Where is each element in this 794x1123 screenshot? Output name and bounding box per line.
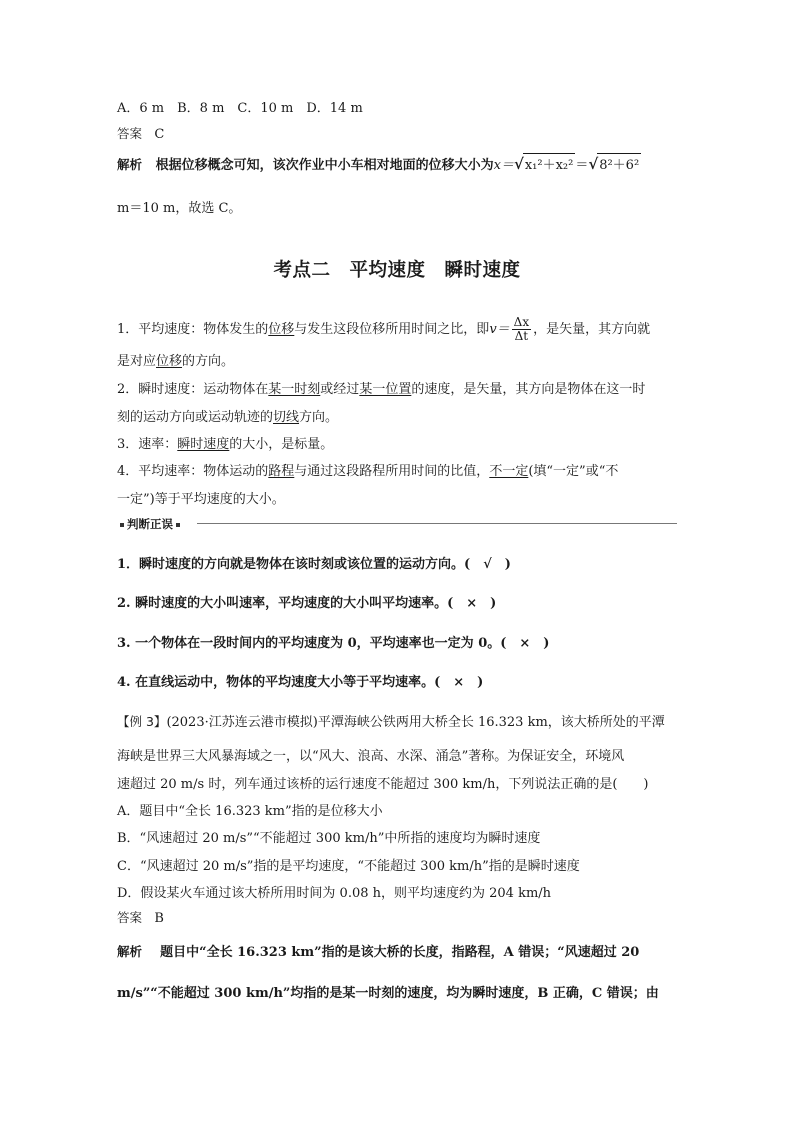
formula-radicand-1: x₁²＋x₂²	[523, 153, 576, 173]
point-4-line-1: 4．平均速率：物体运动的路程与通过这段路程所用时间的比值，不一定(填“一定”或“不	[117, 464, 619, 479]
underline-answer: 不一定	[489, 464, 529, 479]
point-4-line-2: 一定”)等于平均速度的大小。	[117, 492, 285, 507]
example-label: 【例 3】	[117, 714, 167, 729]
point-2-line-2: 刻的运动方向或运动轨迹的切线方向。	[117, 410, 339, 425]
option-c: C．“风速超过 20 m/s”指的是平均速度，“不能超过 300 km/h”指的是瞬时速度	[117, 859, 580, 874]
analysis-text: 根据位移概念可知，该次作业中小车相对地面的位移大小为	[155, 158, 494, 173]
option-b: B．“风速超过 20 m/s”“不能超过 300 km/h”中所指的速度均为瞬时速度	[117, 831, 541, 846]
divider	[197, 523, 677, 524]
option-d: D．假设某火车通过该大桥所用时间为 0.08 h，则平均速度约为 204 km/h	[117, 886, 552, 901]
option-a: A．题目中“全长 16.323 km”指的是位移大小	[117, 804, 383, 819]
underline-answer: 路程	[268, 464, 295, 479]
answer-label: 答案	[117, 910, 143, 925]
judge-header	[117, 516, 677, 530]
prev-analysis-end: m＝10 m，故选 C。	[117, 201, 242, 216]
underline-answer: 某一位置	[359, 382, 412, 397]
answer-value: C	[154, 127, 165, 142]
formula-radicand-2: 8²＋6²	[597, 153, 641, 173]
judge-item: 4. 在直线运动中，物体的平均速度大小等于平均速率。( × )	[117, 675, 484, 690]
judge-item: 2. 瞬时速度的大小叫速率，平均速度的大小叫平均速率。( × )	[117, 596, 497, 611]
answer-value: B	[154, 911, 164, 926]
example-analysis-line-2: m/s”“不能超过 300 km/h”均指的是某一时刻的速度，均为瞬时速度，B 正确，C 错误；由	[117, 986, 659, 1001]
point-1-line-1: 1．平均速度：物体发生的位移与发生这段位移所用时间之比，即v＝ $\frac{\Delta x}{\Delta t}$ ，是矢量，其方向就	[117, 315, 651, 343]
prev-options: A．6 m B．8 m C．10 m D．14 m	[117, 101, 363, 116]
fraction: $\frac{\Delta x}{\Delta t}$	[513, 315, 530, 343]
formula-eq: ＝	[575, 158, 589, 173]
underline-answer: 瞬时速度	[177, 437, 230, 452]
underline-answer: 某一时刻	[268, 382, 321, 397]
example-analysis-line-1: 解析 题目中“全长 16.323 km”指的是该大桥的长度，指路程，A 错误；“风速超过 20	[117, 944, 640, 960]
point-3: 3．速率：瞬时速度的大小，是标量。	[117, 437, 334, 452]
prev-analysis	[117, 153, 641, 173]
underline-answer: 切线	[273, 410, 300, 425]
analysis-label: 解析	[117, 944, 143, 959]
point-2-line-1: 2．瞬时速度：运动物体在某一时刻或经过某一位置的速度，是矢量，其方向是物体在这一时	[117, 382, 646, 397]
example-line-2: 海峡是世界三大风暴海域之一，以“风大、浪高、水深、涌急”著称。为保证安全，环境风	[117, 749, 625, 764]
analysis-label: 解析	[117, 157, 143, 172]
radical-sign-icon: √	[588, 155, 599, 173]
square-bullet-icon	[120, 523, 124, 527]
judge-label: 判断正误	[127, 517, 173, 531]
example-line-3: 速超过 20 m/s 时，列车通过该桥的运行速度不能超过 300 km/h，下列说法正确的是( )	[117, 777, 649, 792]
example-line-1: 【例 3】(2023·江苏连云港市模拟)平潭海峡公铁两用大桥全长 16.323 km，该大桥所处的平潭	[117, 714, 665, 730]
underline-answer: 位移	[268, 322, 295, 337]
prev-answer	[117, 124, 164, 142]
point-1-line-2: 是对应位移的方向。	[117, 354, 235, 369]
answer-label: 答案	[117, 126, 143, 141]
judge-item: 3. 一个物体在一段时间内的平均速度为 0，平均速率也一定为 0。( × )	[117, 636, 550, 651]
example-answer	[117, 908, 164, 926]
judge-item: 1．瞬时速度的方向就是物体在该时刻或该位置的运动方向。( √ )	[117, 557, 511, 572]
radical-sign-icon: √	[513, 155, 524, 173]
underline-answer: 位移	[156, 354, 183, 369]
square-bullet-icon	[176, 523, 180, 527]
formula-lhs: x＝	[493, 158, 514, 173]
section-title: 考点二 平均速度 瞬时速度	[273, 260, 521, 281]
example-source: (2023·江苏连云港市模拟)	[166, 715, 318, 730]
